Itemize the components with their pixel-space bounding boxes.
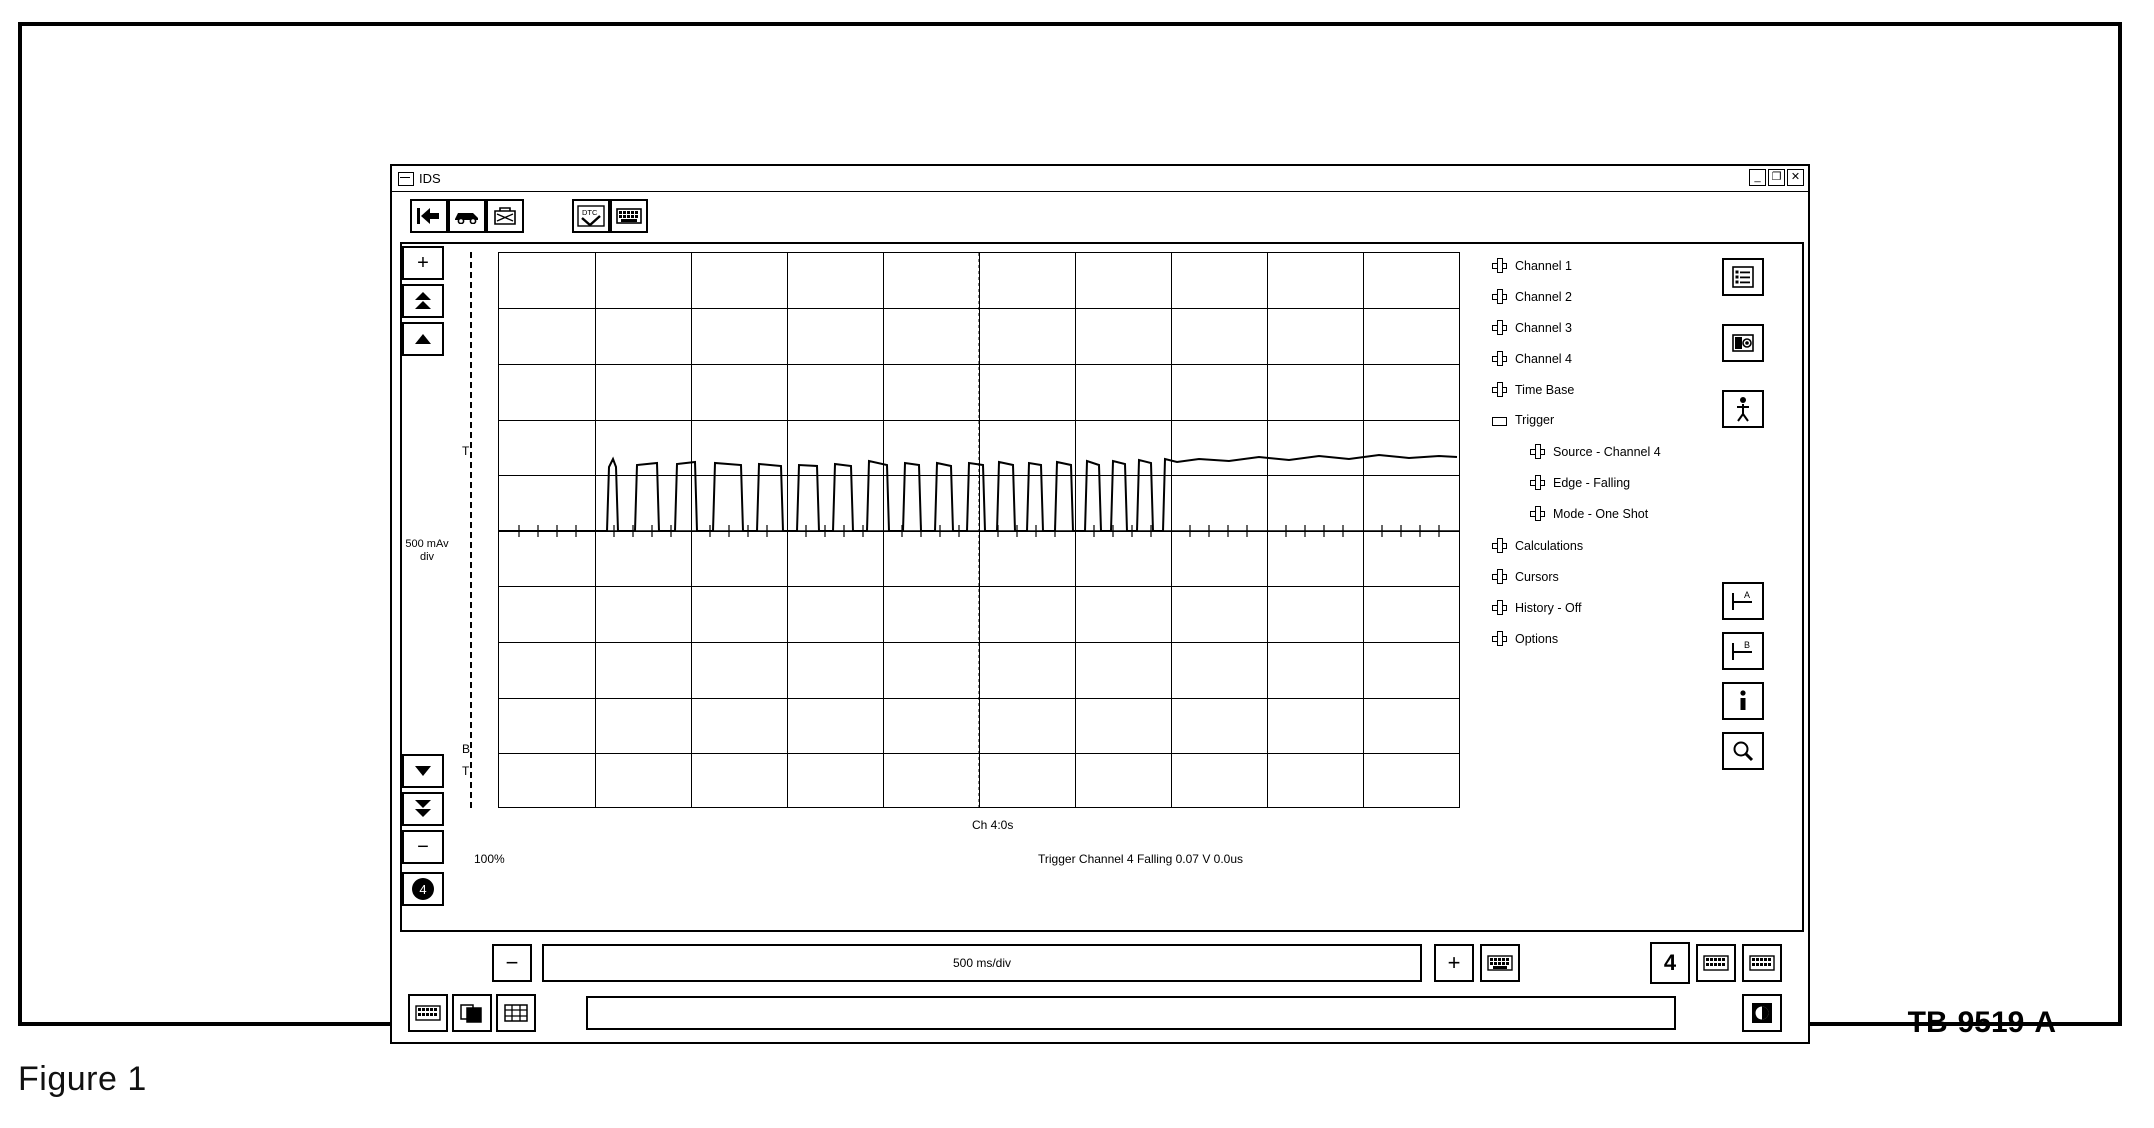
magnifier-icon[interactable] (1722, 732, 1764, 770)
tree-item-time-base[interactable] (1492, 382, 1574, 397)
tree-item-calculations[interactable] (1492, 538, 1583, 553)
plus-box-icon[interactable] (1492, 538, 1507, 553)
cursor-a-icon[interactable] (1722, 582, 1764, 620)
close-button[interactable]: ✕ (1787, 169, 1804, 186)
plus-box-icon[interactable] (1492, 289, 1507, 304)
figure-code-label: TB-9519-A (1907, 1006, 2056, 1039)
svg-text:A: A (1743, 590, 1751, 600)
tree-item-label: Time Base (1515, 382, 1575, 397)
window-titlebar (392, 166, 1808, 192)
status-bar (400, 992, 1804, 1036)
plus-box-icon[interactable] (1492, 382, 1507, 397)
tree-item-label: Channel 4 (1515, 351, 1572, 366)
tree-item-edge-falling[interactable] (1530, 475, 1630, 490)
plus-box-icon[interactable] (1530, 444, 1545, 459)
tree-item-label: Cursors (1515, 569, 1559, 584)
vertical-down-fast-button[interactable] (402, 792, 444, 826)
tree-item-label: History - Off (1515, 600, 1582, 615)
horizontal-control-bar (400, 938, 1804, 990)
figure-frame (18, 22, 2122, 1039)
time-per-div-slider[interactable] (542, 944, 1422, 982)
channel-selector-button[interactable] (402, 872, 444, 906)
vertical-scale-controls (402, 246, 449, 926)
volts-per-div-label (402, 538, 452, 564)
zoom-percent-label: 100% (474, 852, 505, 866)
main-toolbar (392, 193, 1808, 239)
plus-box-icon[interactable] (1492, 351, 1507, 366)
keyboard-icon[interactable] (1480, 944, 1520, 982)
svg-text:4: 4 (419, 882, 427, 897)
vehicle-icon[interactable] (448, 199, 486, 233)
tree-item-mode-one-shot[interactable] (1530, 506, 1648, 521)
scope-grid (498, 252, 1460, 808)
grid-table-icon-status[interactable] (496, 994, 536, 1032)
info-icon[interactable] (1722, 682, 1764, 720)
svg-text:B: B (1743, 640, 1751, 650)
tree-item-label: Channel 1 (1515, 258, 1572, 273)
cursor-b-trigger-marker[interactable]: T (462, 764, 470, 778)
tree-item-label: Calculations (1515, 538, 1584, 553)
ids-application-window (390, 164, 1810, 1044)
scope-left-dashed-axis (470, 252, 472, 808)
power-toggle-icon[interactable] (1742, 994, 1782, 1032)
plus-box-icon[interactable] (1530, 475, 1545, 490)
tree-item-channel-3[interactable] (1492, 320, 1572, 335)
person-info-icon[interactable] (1722, 390, 1764, 428)
tree-item-label: Trigger (1515, 413, 1555, 427)
minus-box-icon[interactable] (1492, 417, 1507, 426)
toolbox-icon[interactable] (486, 199, 524, 233)
channel-time-label: Ch 4:0s (972, 818, 1014, 832)
tree-item-label: Mode - One Shot (1553, 506, 1649, 521)
plus-box-icon[interactable] (1492, 631, 1507, 646)
dtc-icon[interactable] (572, 199, 610, 233)
tree-item-channel-2[interactable] (1492, 289, 1572, 304)
time-zoom-out-button[interactable]: − (492, 944, 532, 982)
window-system-icon[interactable] (398, 172, 414, 186)
tree-item-label: Source - Channel 4 (1553, 444, 1661, 459)
minimize-button[interactable]: _ (1749, 169, 1766, 186)
tree-item-options[interactable] (1492, 631, 1558, 646)
vertical-up-fast-button[interactable] (402, 284, 444, 318)
trigger-status-text: Trigger Channel 4 Falling 0.07 V 0.0us (1038, 852, 1244, 866)
pages-icon[interactable] (452, 994, 492, 1032)
tree-item-label: Channel 3 (1515, 320, 1572, 335)
status-message-field[interactable] (586, 996, 1676, 1030)
tree-item-cursors[interactable] (1492, 569, 1559, 584)
vertical-down-button[interactable] (402, 754, 444, 788)
svg-text:DTC: DTC (582, 208, 598, 217)
cursor-b-icon[interactable] (1722, 632, 1764, 670)
tree-item-source-channel-4[interactable] (1530, 444, 1661, 459)
plus-box-icon[interactable] (1492, 320, 1507, 335)
time-per-div-label: 500 ms/div (952, 956, 1012, 970)
tree-item-history-off[interactable] (1492, 600, 1581, 615)
tree-item-label: Options (1515, 631, 1559, 646)
keyboard-icon[interactable] (610, 199, 648, 233)
keyboard-icon-status[interactable] (408, 994, 448, 1032)
grid-table-icon[interactable] (1696, 944, 1736, 982)
plus-box-icon[interactable] (1492, 569, 1507, 584)
tree-item-label: Edge - Falling (1553, 475, 1631, 490)
grid-table-icon-secondary[interactable] (1742, 944, 1782, 982)
right-tool-column (1722, 166, 1778, 946)
back-arrow-icon[interactable] (410, 199, 448, 233)
time-zoom-in-button[interactable]: + (1434, 944, 1474, 982)
plus-box-icon[interactable] (1492, 600, 1507, 615)
figure-caption: Figure 1 (18, 1060, 147, 1098)
vertical-up-button[interactable] (402, 322, 444, 356)
camera-snapshot-icon[interactable] (1722, 324, 1764, 362)
tree-item-channel-4[interactable] (1492, 351, 1572, 366)
tree-item-trigger[interactable] (1492, 413, 1554, 427)
restore-button[interactable]: ❐ (1768, 169, 1785, 186)
window-title: IDS (419, 171, 441, 186)
tree-item-channel-1[interactable] (1492, 258, 1572, 273)
plus-box-icon[interactable] (1530, 506, 1545, 521)
trigger-level-marker[interactable]: T (462, 444, 470, 458)
oscilloscope-display[interactable] (462, 252, 1484, 920)
volts-per-div-unit: div (419, 551, 435, 563)
list-view-icon[interactable] (1722, 258, 1764, 296)
vertical-plus-button[interactable]: + (402, 246, 444, 280)
plus-box-icon[interactable] (1492, 258, 1507, 273)
tree-item-label: Channel 2 (1515, 289, 1572, 304)
waveform-trace (499, 253, 1459, 807)
volts-per-div-value: 500 mAv (405, 538, 449, 550)
channel-count-button[interactable]: 4 (1650, 942, 1690, 984)
cursor-b-marker[interactable]: B (462, 742, 471, 756)
vertical-minus-button[interactable]: − (402, 830, 444, 864)
